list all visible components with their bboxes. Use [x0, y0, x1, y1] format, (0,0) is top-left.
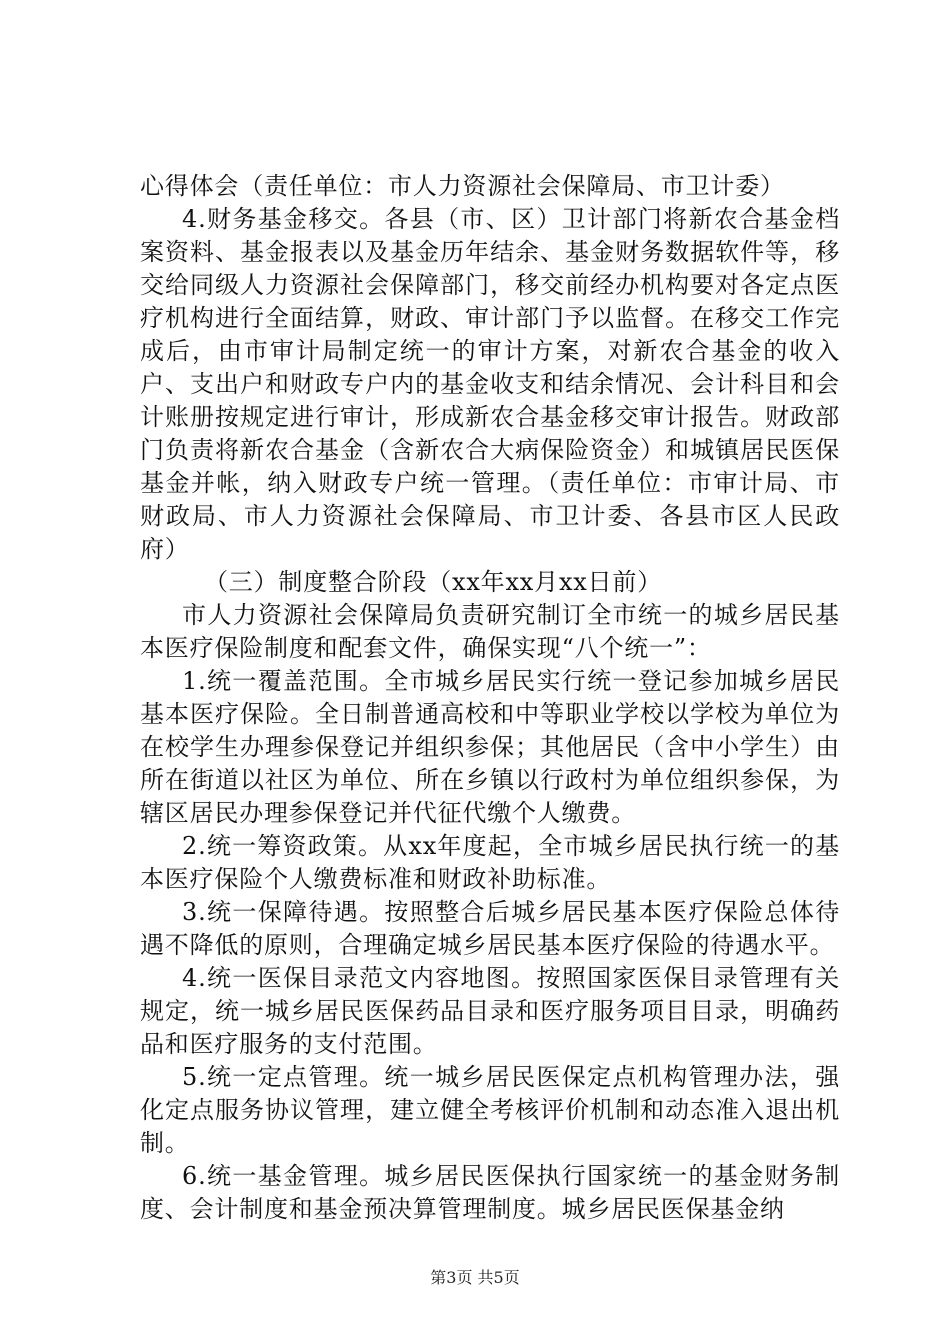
paragraph-unified-fund: 6.统一基金管理。城乡居民医保执行国家统一的基金财务制度、会计制度和基金预决算管理制度。城乡居民医保基金纳 [140, 1162, 840, 1223]
paragraph-unified-coverage: 1.统一覆盖范围。全市城乡居民实行统一登记参加城乡居民基本医疗保险。全日制普通高校和中等职业学校以学校为单位为在校学生办理参保登记并组织参保；其他居民（含中小学生）由所在街道以社区为单位、所在乡镇以行政村为单位组织参保，为辖区居民办理参保登记并代征代缴个人缴费。 [140, 667, 840, 827]
section-heading-system-integration: （三）制度整合阶段（xx年xx月xx日前） [204, 568, 663, 596]
paragraph-unified-benefits: 3.统一保障待遇。按照整合后城乡居民基本医疗保险总体待遇不降低的原则，合理确定城乡居民基本医疗保险的待遇水平。 [140, 898, 840, 959]
paragraph-system-intro: 市人力资源社会保障局负责研究制订全市统一的城乡居民基本医疗保险制度和配套文件，确保实现“八个统一”： [140, 601, 840, 662]
paragraph-fund-transfer: 4.财务基金移交。各县（市、区）卫计部门将新农合基金档案资料、基金报表以及基金历年结余、基金财务数据软件等，移交给同级人力资源社会保障部门，移交前经办机构要对各定点医疗机构进行全面结算，财政、审计部门予以监督。在移交工作完成后，由市审计局制定统一的审计方案，对新农合基金的收入户、支出户和财政专户内的基金收支和结余情况、会计科目和会计账册按规定进行审计，形成新农合基金移交审计报告。财政部门负责将新农合基金（含新农合大病保险资金）和城镇居民医保基金并帐，纳入财政专户统一管理。（责任单位：市审计局、市财政局、市人力资源社会保障局、市卫计委、各县市区人民政府） [140, 205, 840, 563]
paragraph-responsibility-line: 心得体会（责任单位：市人力资源社会保障局、市卫计委） [140, 172, 785, 200]
page-footer [0, 1268, 950, 1288]
paragraph-unified-catalog: 4.统一医保目录范文内容地图。按照国家医保目录管理有关规定，统一城乡居民医保药品目录和医疗服务项目目录，明确药品和医疗服务的支付范围。 [140, 964, 840, 1058]
page-number: 第3页 共5页 [430, 1268, 520, 1287]
document-body [140, 170, 840, 1226]
paragraph-unified-designated: 5.统一定点管理。统一城乡居民医保定点机构管理办法，强化定点服务协议管理，建立健全考核评价机制和动态准入退出机制。 [140, 1063, 840, 1157]
paragraph-unified-financing: 2.统一筹资政策。从xx年度起，全市城乡居民执行统一的基本医疗保险个人缴费标准和财政补助标准。 [140, 832, 840, 893]
